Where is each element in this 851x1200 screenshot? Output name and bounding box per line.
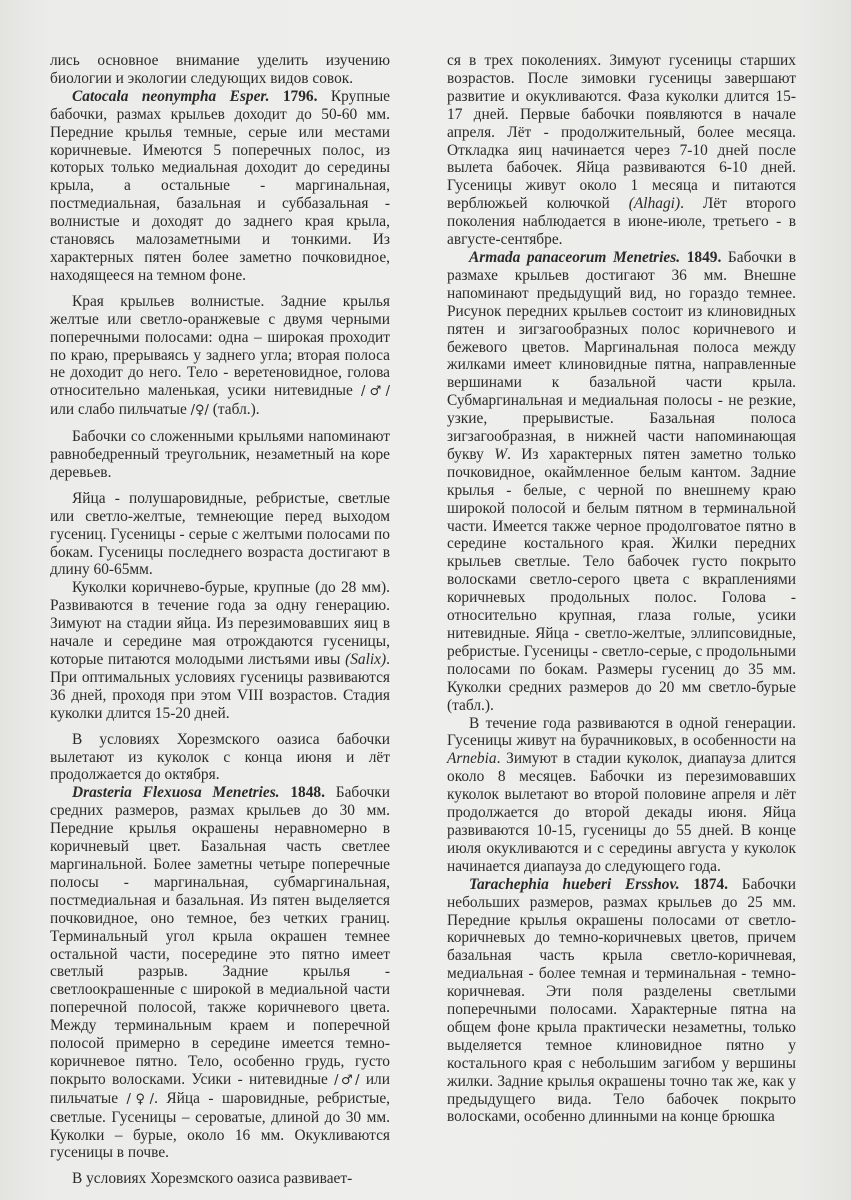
right-column [447, 52, 796, 1126]
paragraph-folded-wings: Бабочки со сложенными крыльями напоминают равнобедренный треугольник, незаметный на коре деревьев. [50, 428, 390, 481]
female-symbol: /♀/ [190, 403, 209, 419]
left-column [50, 52, 390, 1188]
paragraph-armada: Armada panaceorum Menetries. 1849. Бабочки в размахе крыльев достигают 36 мм. Внешне напоминают предыдущий вид, но гораздо темнее. Рисунок передних крыльев состоит из клиновидных пятен и зигзагообразных полос коричневого и бежевого цветов. Маргинальная полоса между жилками имеет клиновидные пятна, направленные вершинами к базальной части крыла. Субмаргинальная и медиальная полосы - не резкие, узкие, прерывистые. Базальная полоса зигзагообразная, в нижней части напоминающая букву W. Из характерных пятен заметно только почковидное, окаймленное белым кантом. Задние крылья - белые, с черной по внешнему краю широкой полосой и белым пятном в терминальной части. Имеется также черное продолговатое пятно в середине костального края. Жилки передних крыльев светлые. Тело бабочек густо покрыто волосками светло-серого цвета с вкраплениями коричневых продольных полос. Голова - относительно крупная, глаза голые, усики нитевидные. Яйца - светло-желтые, эллипсовидные, ребристые. Гусеницы - светло-серые, с продольными полосами по бокам. Размеры гусениц до 35 мм. Куколки средних размеров до 20 мм светло-бурые (табл.). [447, 248, 796, 714]
paragraph-khorezm: В условиях Хорезмского оазиса бабочки вылетают из куколок с конца июня и лёт продолжается до октября. [50, 730, 390, 784]
paragraph-pupae: Куколки коричнево-бурые, крупные (до 28 мм). Развиваются в течение года за одну генерацию. Зимуют на стадии яйца. Из перезимовавших яиц в начале и середине мая отрождаются гусеницы, которые питаются молодыми листьями ивы (Salix). При оптимальных условиях гусеницы развиваются 36 дней, проходя при этом VIII возрастов. Стадия куколки длится 15-20 дней. [50, 579, 390, 722]
species-year: 1849. [686, 248, 722, 266]
female-symbol: /♀/ [126, 1091, 155, 1107]
species-name: Catocala neonympha Esper. [72, 87, 270, 105]
species-year: 1848. [290, 784, 325, 802]
paragraph-tarachephia: Tarachephia hueberi Ersshov. 1874. Бабочки небольших размеров, размах крыльев до 25 мм. Передние крылья окрашены полосами от светло-коричневых до темно-коричневых цветов, причем базальная часть крыла светло-коричневая, медиальная - более темная и терминальная - темно-коричневая. Эти поля разделены светлыми поперечными полосами. Характерные пятна на общем фоне крыла практически незаметны, только выделяется темное клиновидное пятно у костального края с небольшим загибом у вершины жилки. Задние крылья окрашены точно так же, как у предыдущего вида. Тело бабочек покрыто волосками, особенно длинными на конце брюшка [447, 875, 796, 1126]
paragraph-drasteria: Drasteria Flexuosa Menetries. 1848. Бабочки средних размеров, размах крыльев до 30 мм. Передние крылья окрашены неравномерно в коричневый цвет. Базальная часть светлее маргинальной. Более заметны четыре поперечные полосы - маргинальная, субмаргинальная, постмедиальная и базальная. Из пятен выделяется почковидное, оно темное, без четких границ. Терминальный угол крыла окрашен темнее остальной части, посередине это пятно имеет светлый разрыв. Задние крылья - светлоокрашенные с широкой в медиальной части поперечной полосой, также коричневого цвета. Между терминальным краем и поперечной полосой примерно в середине имеется темно-коричневое пятно. Тело, особенно грудь, густо покрыто волосками. Усики - нитевидные /♂/ или пильчатые /♀/. Яйца - шаровидные, ребристые, светлые. Гусеницы – сероватые, длиной до 30 мм. Куколки – бурые, около 16 мм. Окукливаются гусеницы в почве. [50, 784, 391, 1162]
paragraph-generation-year: В течение года развиваются в одной генерации. Гусеницы живут на бурачниковых, в особенности на Arnebia. Зимуют в стадии куколок, диапауза длится около 8 месяцев. Бабочки из перезимовавших куколок вылетают во второй половине апреля и лёт продолжается до второй декады июня. Яйца развиваются 10-15, гусеницы до 55 дней. В конце июля окукливаются и с середины августа у куколок начинается диапауза до следующего года. [447, 714, 796, 875]
paragraph-khorezm-development: В условиях Хорезмского оазиса развивает- [72, 1170, 353, 1188]
paragraph-eggs: Яйца - полушаровидные, ребристые, светлые или светло-желтые, темнеющие перед выходом гусениц. Гусеницы - серые с желтыми полосами по бокам. Гусеницы последнего возраста достигают в длину 60-65мм. [50, 489, 390, 579]
paragraph-catocala: Catocala neonympha Esper. 1796. Крупные бабочки, размах крыльев доходит до 50-60 мм. Передние крылья темные, серые или местами коричневые. Имеются 5 поперечных полос, из которых только медиальная доходит до середины крыла, а остальные - маргинальная, постмедиальная, базальная и суббазальная - волнистые и доходят до заднего края крыла, становясь малозаметными и тонкими. Из характерных пятен более заметно почковидное, находящееся на темном фоне. [50, 87, 390, 284]
species-name: Drasteria Flexuosa Menetries. [72, 784, 280, 802]
species-name: Armada panaceorum Menetries. [469, 248, 681, 266]
species-year: 1796. [282, 87, 318, 105]
paragraph-intro-continued: лись основное внимание уделить изучению биологии и экологии следующих видов совок. [50, 52, 390, 87]
paragraph-generations: ся в трех поколениях. Зимуют гусеницы старших возрастов. После зимовки гусеницы завершают развитие и окукливаются. Фаза куколки длится 15-17 дней. Первые бабочки появляются в начале апреля. Лёт - продолжительный, более месяца. Откладка яиц начинается через 7-10 дней после вылета бабочек. Яйца развиваются 6-10 дней. Гусеницы живут около 1 месяца и питаются верблюжьей колючкой (Alhagi). Лёт второго поколения наблюдается в июне-июле, третьего - в августе-сентябре. [447, 52, 796, 249]
species-year: 1874. [693, 875, 728, 893]
male-symbol: /♂/ [360, 384, 390, 400]
male-symbol: /♂/ [334, 1072, 360, 1088]
paragraph-wings: Края крыльев волнистые. Задние крылья желтые или светло-оранжевые с двумя черными поперечными полосами: одна – широкая проходит по краю, прерываясь у заднего угла; вторая полоса не доходит до него. Тело - веретеновидное, голова относительно маленькая, усики нитевидные /♂/ или слабо пильчатые /♀/ (табл.). [50, 292, 390, 419]
species-name: Tarachephia hueberi Ersshov. [469, 875, 680, 893]
